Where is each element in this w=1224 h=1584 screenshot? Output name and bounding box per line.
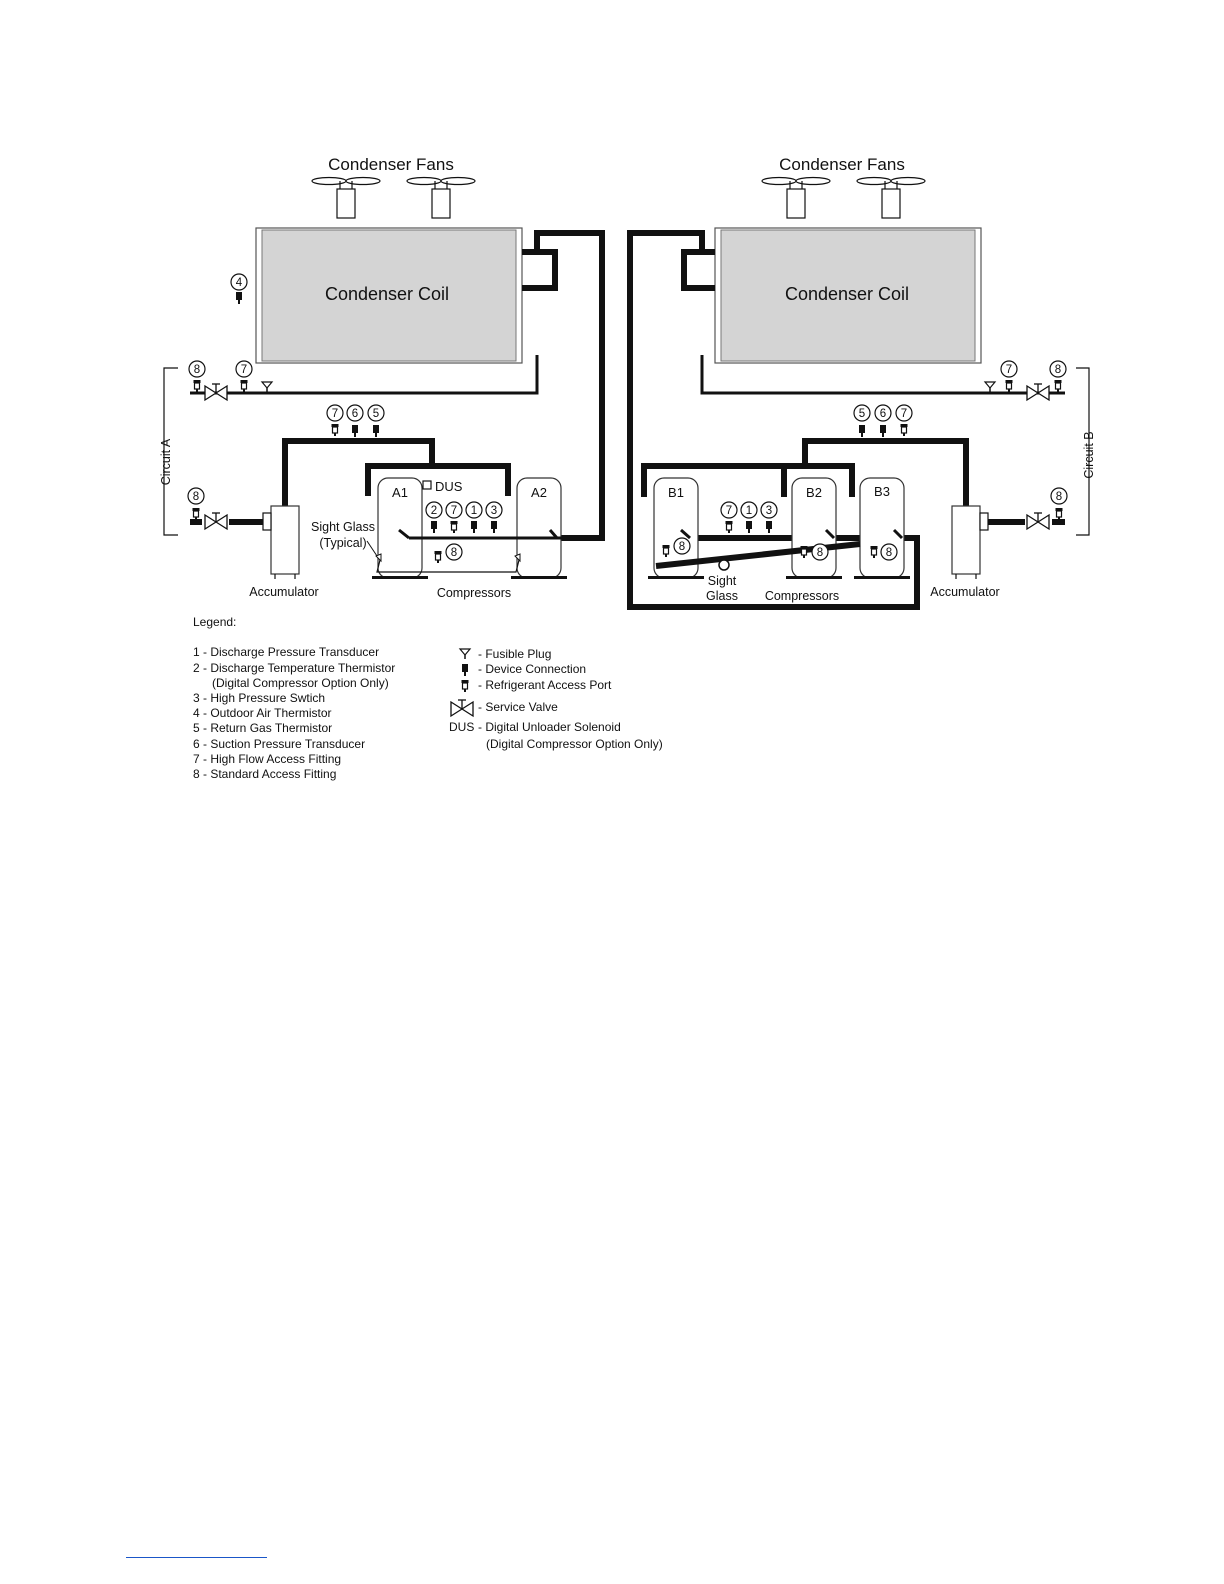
- legend-symbol-text: - Device Connection: [478, 662, 587, 676]
- condenser-fans-title-a: Condenser Fans: [328, 155, 454, 174]
- callout-number: 6: [351, 408, 359, 420]
- refrigerant-access-port-icon: [901, 424, 908, 436]
- refrigerant-access-port-icon: [451, 521, 458, 533]
- service-valve-icon: [205, 384, 227, 400]
- device-connection-icon: [766, 521, 772, 533]
- refrigerant-access-port-icon: [1056, 508, 1063, 520]
- device-connection-icon: [880, 425, 886, 437]
- callout-number: 8: [450, 547, 458, 559]
- legend-item: 5 - Return Gas Thermistor: [193, 721, 333, 735]
- callout-number: 8: [678, 541, 686, 553]
- accumulator-a: [271, 506, 299, 574]
- condenser-coil-label-a: Condenser Coil: [324, 284, 450, 304]
- callout-number: 5: [372, 408, 380, 420]
- refrigerant-access-port-icon: [194, 380, 201, 392]
- callout-number: 7: [1005, 364, 1013, 376]
- fusible-plug-icon: [262, 382, 272, 392]
- circuit-b: [630, 155, 1096, 607]
- legend-symbol-text: - Service Valve: [478, 700, 558, 714]
- legend-item: 2 - Discharge Temperature Thermistor: [193, 661, 396, 675]
- dus-label: DUS: [435, 479, 463, 494]
- callout-number: 2: [430, 505, 438, 517]
- device-connection-icon: [462, 664, 468, 676]
- service-valve-icon: [1027, 384, 1049, 400]
- sight-glass-label: Sight: [707, 574, 737, 588]
- callout-number: 8: [192, 491, 200, 503]
- callout-number: 8: [816, 547, 824, 559]
- refrigerant-access-port-icon: [193, 508, 200, 520]
- callout-number: 3: [490, 505, 498, 517]
- footnote-separator: [126, 1557, 267, 1558]
- compressor-label: B1: [668, 485, 684, 500]
- callout-number: 7: [725, 505, 733, 517]
- legend-symbol-text: - Fusible Plug: [478, 647, 552, 661]
- legend-dus-note: (Digital Compressor Option Only): [486, 737, 663, 751]
- legend: [193, 615, 663, 781]
- fan-icon: [312, 178, 380, 219]
- device-connection-icon: [236, 292, 242, 304]
- callout-number: 5: [858, 408, 866, 420]
- legend-dus-text: - Digital Unloader Solenoid: [478, 720, 621, 734]
- callout-number: 8: [885, 547, 893, 559]
- callout-number: 1: [745, 505, 753, 517]
- device-connection-icon: [859, 425, 865, 437]
- compressor-label: B3: [874, 484, 890, 499]
- fan-icon: [762, 178, 830, 219]
- callout-number: 7: [240, 364, 248, 376]
- refrigerant-access-port-icon: [332, 424, 339, 436]
- device-connection-icon: [491, 521, 497, 533]
- refrigerant-access-port-icon: [462, 680, 469, 692]
- circuit-a: [159, 155, 602, 600]
- fan-icon: [857, 178, 925, 219]
- refrigerant-access-port-icon: [726, 521, 733, 533]
- callout-number: 7: [900, 408, 908, 420]
- compressor-label: A1: [392, 485, 408, 500]
- service-valve-icon: [1027, 513, 1049, 529]
- callout-number: 4: [235, 277, 243, 289]
- callout-number: 7: [450, 505, 458, 517]
- sight-glass-icon: [719, 560, 729, 570]
- callout-number: 1: [470, 505, 478, 517]
- service-valve-icon: [451, 700, 473, 716]
- callout-number: 8: [1055, 491, 1063, 503]
- device-connection-icon: [352, 425, 358, 437]
- device-connection-icon: [373, 425, 379, 437]
- legend-symbol-text: - Refrigerant Access Port: [478, 678, 612, 692]
- circuit-a-label: Circuit A: [159, 438, 173, 486]
- device-connection-icon: [431, 521, 437, 533]
- refrigerant-access-port-icon: [435, 551, 442, 563]
- legend-item: 6 - Suction Pressure Transducer: [193, 737, 366, 751]
- accumulator-b: [952, 506, 980, 574]
- callout-number: 7: [331, 408, 339, 420]
- callout-number: 8: [1054, 364, 1062, 376]
- compressor-label: A2: [531, 485, 547, 500]
- legend-dus-abbrev: DUS: [449, 720, 475, 734]
- accumulator-label-a: Accumulator: [249, 585, 319, 599]
- accumulator-label-b: Accumulator: [930, 585, 1000, 599]
- legend-item: 3 - High Pressure Swtich: [193, 691, 326, 705]
- compressor-label: B2: [806, 485, 822, 500]
- refrigerant-access-port-icon: [1055, 380, 1062, 392]
- callout-number: 3: [765, 505, 773, 517]
- callout-number: 6: [879, 408, 887, 420]
- legend-item-note: (Digital Compressor Option Only): [212, 676, 389, 690]
- fan-icon: [407, 178, 475, 219]
- fusible-plug-icon: [985, 382, 995, 392]
- refrigerant-access-port-icon: [241, 380, 248, 392]
- sight-glass-label: Sight Glass: [311, 520, 375, 534]
- legend-item: 7 - High Flow Access Fitting: [193, 752, 342, 766]
- callout-number: 8: [193, 364, 201, 376]
- condenser-fans-title-b: Condenser Fans: [779, 155, 905, 174]
- legend-item: 8 - Standard Access Fitting: [193, 767, 337, 781]
- dus-solenoid-icon: [423, 481, 431, 489]
- legend-title: Legend:: [193, 615, 237, 629]
- sight-glass-label: Glass: [706, 589, 738, 603]
- legend-item: 4 - Outdoor Air Thermistor: [193, 706, 332, 720]
- legend-item: 1 - Discharge Pressure Transducer: [193, 645, 380, 659]
- device-connection-icon: [471, 521, 477, 533]
- condenser-coil-label-b: Condenser Coil: [784, 284, 910, 304]
- fusible-plug-icon: [460, 649, 470, 659]
- compressors-label-b: Compressors: [764, 589, 840, 603]
- compressors-label-a: Compressors: [436, 586, 512, 600]
- circuit-b-label: Circuit B: [1082, 431, 1096, 479]
- refrigerant-access-port-icon: [1006, 380, 1013, 392]
- service-valve-icon: [205, 513, 227, 529]
- device-connection-icon: [746, 521, 752, 533]
- sight-glass-note: (Typical): [319, 536, 367, 550]
